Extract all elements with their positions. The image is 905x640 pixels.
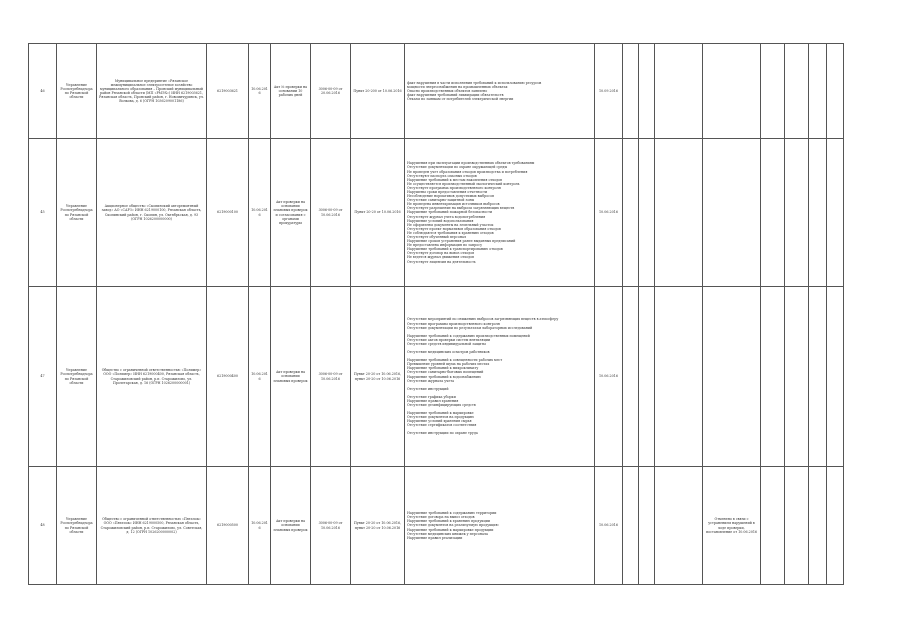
violation-line: Отсутствует договор на вывоз отходов: [407, 251, 475, 256]
term-cell: Пункт 20-200 от 10.06.2016: [351, 44, 405, 139]
authority-cell: Управление Роспотребнадзора по Рязанской области: [57, 139, 97, 287]
empty-cell: [639, 287, 655, 467]
row-number: 47: [29, 287, 57, 467]
subject-cell: Муниципальное предприятие «Рязанское межмуниципальное электросетевое хозяйство муниципального образования – Пронский муниципальный район Рязанской области (МП «РМЭХ») ИНН 6219003621, Рязанская область, Пронский район, г. Новомичуринск, ул. Волкова, д. 6 (ОГРН 1036209001186): [97, 44, 207, 139]
violation-line: Нарушение требований к содержанию территории: [407, 511, 497, 516]
violation-line: Опасно производственных объектов заявлено: [407, 88, 488, 93]
empty-cell: [655, 139, 703, 287]
violation-line: Нарушение требований к микроклимату: [407, 366, 479, 371]
violation-line: Отсутствие документов на реализуемую продукцию: [407, 523, 499, 528]
violation-line: Отсутствие санитарно-защитной зоны: [407, 198, 475, 203]
violation-line: Отсутствует обученный персонал: [407, 235, 467, 240]
table-row: [29, 287, 844, 467]
date-cell: 10.06.2016: [249, 44, 271, 139]
term-cell: Пункт 20-20 от 10.06.2016: [351, 139, 405, 287]
violation-line: Отсутствие документов на продукцию: [407, 415, 475, 420]
violation-line: Отсутствие дезинфицирующих средств: [407, 402, 476, 407]
violation-line: Отсутствует журнал учета водопотребления: [407, 214, 486, 219]
inspection-register-table: [28, 43, 844, 585]
empty-cell: [809, 44, 827, 139]
table-row: [29, 44, 844, 139]
empty-cell: [761, 287, 785, 467]
violation-line: Отсутствие актов проверки систем вентиляции: [407, 337, 491, 342]
term-cell: Пункт 20-20 от 10.06.2016, пункт 20-20 от 10.06.2016: [351, 467, 405, 585]
violation-line: Не соблюдаются требования к хранению отходов: [407, 230, 494, 235]
act-cell: Акт проверки на основании плановых проверок и согласования с органами прокуратуры: [271, 139, 311, 287]
inn-cell: 6219003621: [207, 44, 249, 139]
violation-line: Несоблюдение нормативов допустимых выбросов: [407, 194, 494, 199]
empty-cell: [623, 467, 639, 585]
violation-line: Нарушение правил реализации: [407, 535, 463, 540]
violation-line: Превышение уровней шума на рабочих местах: [407, 362, 490, 367]
table-row: [29, 467, 844, 585]
violation-line: Не ведется журнал движения отходов: [407, 255, 474, 260]
violation-line: Не оформлены документы на земельный участок: [407, 222, 494, 227]
violation-line: Нарушение требований к хранению продукции: [407, 519, 490, 524]
date-cell: 10.06.2016: [249, 467, 271, 585]
empty-cell: [761, 139, 785, 287]
empty-cell: [623, 44, 639, 139]
violation-line: факт нарушения требований ликвидации обязательств: [407, 93, 504, 98]
empty-cell: [639, 467, 655, 585]
violation-line: Не проведен учет образования отходов производства и потребления: [407, 169, 528, 174]
empty-cell: [785, 467, 809, 585]
violation-line: Нарушение требований к водоснабжению: [407, 374, 481, 379]
note-cell: [703, 139, 761, 287]
violation-line: Нарушение требований к местам накопления отходов: [407, 177, 502, 182]
empty-cell: [639, 44, 655, 139]
violation-line: Нарушение требований к маркировке продукции: [407, 527, 494, 532]
empty-cell: [827, 139, 844, 287]
violation-line: Отсутствие медицинских книжек у персонала: [407, 531, 488, 536]
note-cell: Отменено в связи с устранением нарушений в ходе проверки, постановление от 10.06.2016: [703, 467, 761, 585]
act-cell: Акт проверки на основании плановых проверок: [271, 467, 311, 585]
empty-cell: [639, 139, 655, 287]
empty-cell: [809, 139, 827, 287]
term-cell: Пункт 20-20 от 10.06.2016, пункт 20-20 от 10.06.2016: [351, 287, 405, 467]
empty-cell: [809, 467, 827, 585]
violation-line: Отсутствие документации по результатам лабораторных исследований: [407, 325, 533, 330]
violations-cell: [405, 44, 595, 139]
inn-cell: 6219000100: [207, 139, 249, 287]
violation-line: Отказы по заявкам от потребителей электрической энергии: [407, 97, 514, 102]
violation-line: Отсутствие санитарно-бытовых помещений: [407, 370, 484, 375]
violation-line: Нарушение требований к освещенности рабочих мест: [407, 358, 503, 363]
violation-line: Не осуществляется производственный экологический контроль: [407, 181, 520, 186]
empty-cell: [761, 44, 785, 139]
date-cell: 10.06.2016: [249, 139, 271, 287]
violation-line: Нарушены сроки предоставления отчетности: [407, 189, 488, 194]
violation-line: Отсутствуют паспорта опасных отходов: [407, 173, 477, 178]
violation-line: Нарушение условий водопользования: [407, 218, 474, 223]
violation-line: Отсутствие сертификатов соответствия: [407, 423, 477, 428]
empty-cell: [655, 44, 703, 139]
violations-cell: [405, 139, 595, 287]
violations-cell: [405, 467, 595, 585]
deadline-cell: 10.06.2016: [595, 287, 623, 467]
violation-line: мощности энергоснабжения на промышленных объектах: [407, 84, 508, 89]
violation-line: Нарушение требований к содержанию производственных помещений: [407, 333, 530, 338]
violation-line: Отсутствие инструкции по охране труда: [407, 431, 478, 436]
violation-line: Нарушения при эксплуатации производственных объектов требованиям: [407, 161, 535, 166]
violation-line: Отсутствие мероприятий по снижению выбросов загрязняющих веществ в атмосферу: [407, 317, 559, 322]
row-number: 46: [29, 44, 57, 139]
violation-line: Отсутствие графика уборки: [407, 394, 456, 399]
empty-cell: [761, 467, 785, 585]
note-cell: [703, 287, 761, 467]
violation-line: Не предоставлена информация по запросу: [407, 243, 483, 248]
empty-cell: [655, 287, 703, 467]
violation-line: Отсутствие средств индивидуальной защиты: [407, 341, 486, 346]
violation-line: Отсутствие договора на вывоз отходов: [407, 515, 475, 520]
permit-cell: 3006-00-09 от 10.06.2016: [311, 467, 351, 585]
register-body: [29, 44, 844, 585]
empty-cell: [809, 287, 827, 467]
subject-cell: Общество с ограниченной ответственностью «Пятачок» ООО «Пятачок» ИНН 6219000500, Рязанская область, Старожиловский район, р.п. Старожилово, ул. Советская, д. 12 (ОГРН 1026200000002): [97, 467, 207, 585]
deadline-cell: 10.06.2016: [595, 467, 623, 585]
violation-line: Отсутствие программы производственного контроля: [407, 321, 500, 326]
violation-line: Отсутствие журнала учета: [407, 378, 455, 383]
empty-cell: [623, 287, 639, 467]
violation-line: Отсутствует разрешение на выбросы загрязняющих веществ: [407, 206, 515, 211]
violation-line: Отсутствует лицензия на деятельность: [407, 259, 476, 264]
inn-cell: 6219000500: [207, 467, 249, 585]
violation-line: Отсутствует программа производственного контроля: [407, 185, 501, 190]
deadline-cell: 10.06.2016: [595, 139, 623, 287]
inn-cell: 6219000400: [207, 287, 249, 467]
violation-line: Отсутствие медицинских осмотров работников: [407, 350, 490, 355]
subject-cell: Акционерное общество «Скопинский авторемонтный завод» АО «САРЗ» ИНН 6219000100, Рязанская область, Скопинский район, г. Скопин, ул. Октябрьская, д. 93 (ОГРН 1026200000000): [97, 139, 207, 287]
violation-line: Нарушение правил хранения: [407, 398, 459, 403]
violations-cell: [405, 287, 595, 467]
authority-cell: Управление Роспотребнадзора по Рязанской области: [57, 287, 97, 467]
act-cell: Акт № проверки на основании 10 рабочих дней: [271, 44, 311, 139]
violation-line: Нарушение требований к маркировке: [407, 411, 474, 416]
empty-cell: [827, 467, 844, 585]
authority-cell: Управление Роспотребнадзора по Рязанской области: [57, 467, 97, 585]
violation-line: факт нарушения в части исполнения требований к использованию ресурсов: [407, 80, 542, 85]
violation-line: Нарушение сроков устранения ранее выданных предписаний: [407, 239, 516, 244]
violation-line: Отсутствие инструкций: [407, 386, 449, 391]
subject-cell: Общество с ограниченной ответственностью «Полимер» ООО «Полимер» ИНН 6219000400, Рязанская область, Старожиловский район, р.п. Старожилово, ул. Пролетарская, д. 16 (ОГРН 1026200000001): [97, 287, 207, 467]
violation-line: Нарушение условий хранения сырья: [407, 419, 472, 424]
empty-cell: [655, 467, 703, 585]
violation-line: Отсутствие документации по охране окружающей среды: [407, 165, 508, 170]
deadline-cell: 10.09.2016: [595, 44, 623, 139]
empty-cell: [623, 139, 639, 287]
violation-line: Не проведена инвентаризация источников выбросов: [407, 202, 500, 207]
empty-cell: [785, 287, 809, 467]
authority-cell: Управление Роспотребнадзора по Рязанской области: [57, 44, 97, 139]
row-number: 48: [29, 467, 57, 585]
note-cell: [703, 44, 761, 139]
violation-line: Отсутствует проект нормативов образования отходов: [407, 226, 501, 231]
empty-cell: [827, 287, 844, 467]
empty-cell: [785, 139, 809, 287]
violation-line: Нарушение требований пожарной безопасности: [407, 210, 493, 215]
row-number: 45: [29, 139, 57, 287]
permit-cell: 3006-00-09 от 10.06.2016: [311, 287, 351, 467]
permit-cell: 3006-00-09 от 10.06.2016: [311, 139, 351, 287]
empty-cell: [785, 44, 809, 139]
table-row: [29, 139, 844, 287]
act-cell: Акт проверки на основании плановых проверок: [271, 287, 311, 467]
permit-cell: 3006-00-09 от 20.06.2016: [311, 44, 351, 139]
date-cell: 10.06.2016: [249, 287, 271, 467]
empty-cell: [827, 44, 844, 139]
violation-line: Нарушение требований к транспортированию отходов: [407, 247, 503, 252]
